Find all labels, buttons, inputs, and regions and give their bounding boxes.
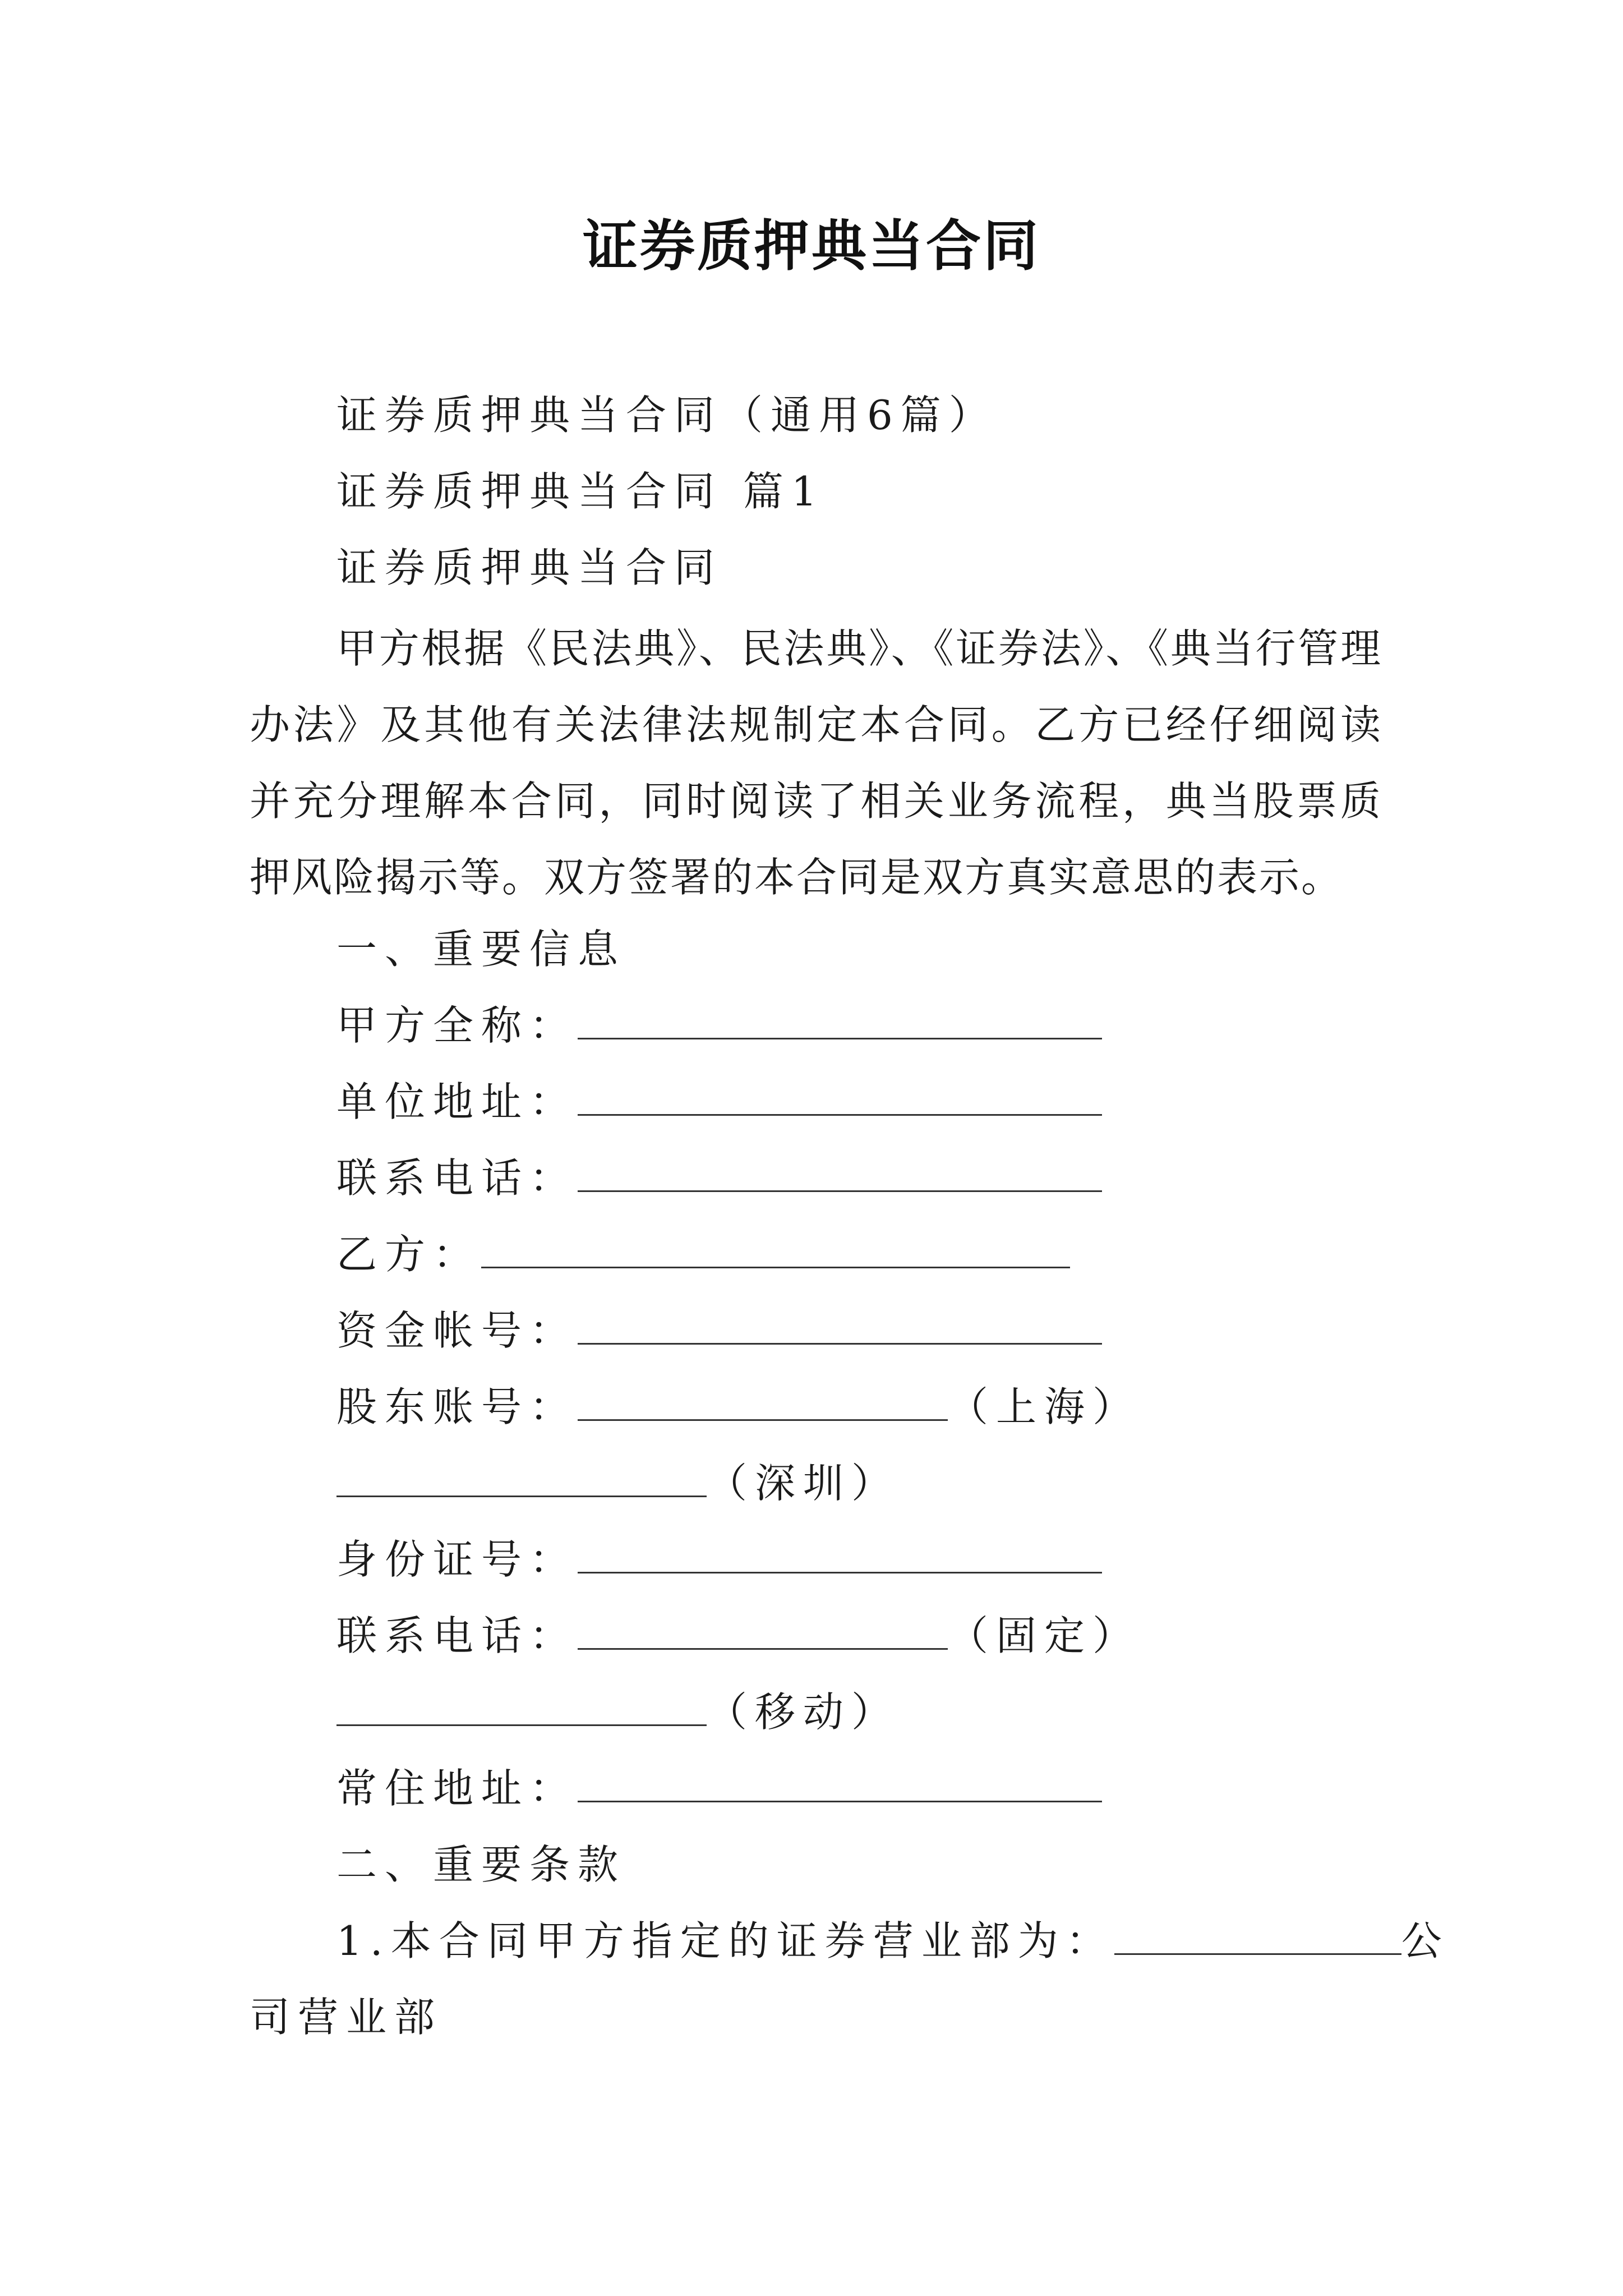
fixed-phone-field[interactable] — [578, 1613, 948, 1650]
shanghai-suffix: （上海） — [948, 1383, 1141, 1430]
shareholder-account-label: 股东账号： — [336, 1383, 578, 1430]
permanent-address-row — [336, 1760, 1102, 1816]
phone-a-row — [336, 1150, 1102, 1206]
clause-1-suffix: 公 — [1401, 1917, 1450, 1964]
permanent-address-label: 常住地址： — [336, 1765, 578, 1812]
securities-branch-field[interactable] — [1114, 1918, 1401, 1955]
mobile-phone-field[interactable] — [336, 1690, 707, 1726]
fund-account-row — [336, 1303, 1102, 1359]
section-1-heading: 一、重要信息 — [336, 926, 626, 973]
unit-address-field[interactable] — [578, 1079, 1102, 1116]
unit-address-row — [336, 1074, 1102, 1130]
clause-1-row — [336, 1913, 1450, 1969]
phone-b-row — [336, 1608, 1141, 1664]
party-b-row — [336, 1226, 1070, 1282]
party-a-name-row — [336, 997, 1102, 1053]
phone-b-label: 联系电话： — [336, 1612, 578, 1659]
document-title: 证券质押典当合同 — [582, 214, 1040, 278]
party-a-name-label: 甲方全称： — [336, 1002, 578, 1049]
part-heading: 证券质押典当合同 篇1 — [336, 468, 825, 515]
section-2-heading: 二、重要条款 — [336, 1841, 626, 1888]
party-b-field[interactable] — [481, 1232, 1070, 1268]
shenzhen-account-field[interactable] — [336, 1461, 707, 1497]
shareholder-account-row — [336, 1379, 1141, 1435]
party-a-name-field[interactable] — [578, 1003, 1102, 1039]
id-number-row — [336, 1531, 1102, 1588]
intro-paragraph: 甲方根据《民法典》、民法典》、《证券法》、《典当行管理办法》及其他有关法律法规制定本合同。乙方已经仔细阅读并充分理解本合同，同时阅读了相关业务流程，典当股票质押风险揭示等。双方签署的本合同是双方真实意思的表示。 — [250, 625, 1382, 901]
shanghai-account-field[interactable] — [578, 1384, 948, 1421]
party-b-label: 乙方： — [336, 1231, 482, 1278]
mobile-suffix: （移动） — [707, 1688, 900, 1736]
mobile-phone-row — [336, 1684, 900, 1740]
unit-address-label: 单位地址： — [336, 1078, 578, 1125]
contract-name: 证券质押典当合同 — [336, 544, 723, 591]
fixed-suffix: （固定） — [948, 1612, 1141, 1659]
shenzhen-account-row — [336, 1455, 900, 1511]
shenzhen-suffix: （深圳） — [707, 1460, 900, 1507]
phone-a-field[interactable] — [578, 1156, 1102, 1192]
fund-account-field[interactable] — [578, 1308, 1102, 1345]
fund-account-label: 资金帐号： — [336, 1307, 578, 1354]
id-number-label: 身份证号： — [336, 1536, 578, 1583]
id-number-field[interactable] — [578, 1537, 1102, 1573]
clause-1-continuation: 司营业部 — [250, 1994, 443, 2041]
collection-title: 证券质押典当合同（通用6篇） — [336, 392, 997, 439]
clause-1-text: 1.本合同甲方指定的证券营业部为： — [336, 1917, 1114, 1964]
permanent-address-field[interactable] — [578, 1766, 1102, 1802]
phone-a-label: 联系电话： — [336, 1154, 578, 1202]
